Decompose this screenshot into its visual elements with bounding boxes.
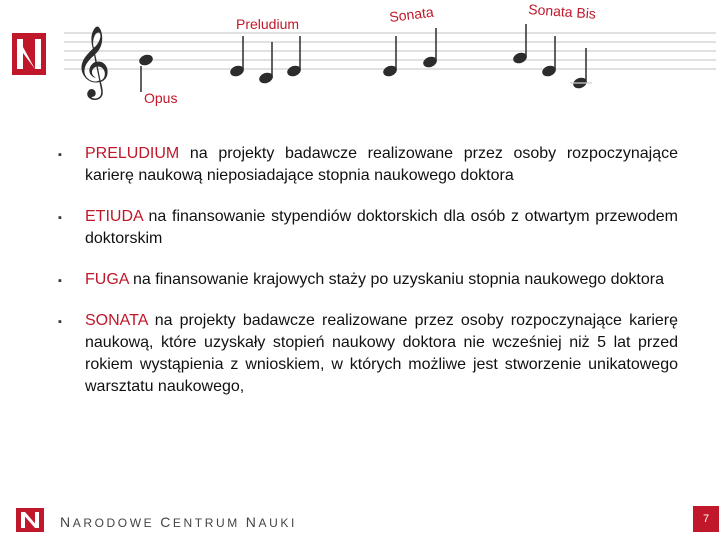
- sonata-notes: [382, 28, 439, 78]
- program-description: na projekty badawcze realizowane przez osoby rozpoczynające karierę naukową nieposiadające stopnia naukowego doktora: [85, 145, 678, 184]
- treble-clef-icon: 𝄞: [74, 24, 111, 97]
- sonata-bis-label: Sonata Bis: [527, 1, 597, 22]
- program-description: na projekty badawcze realizowane przez osoby rozpoczynające karierę naukową, które uzyskały stopień naukowy doktora nie wcześniej niż 5 lat przed rokiem wystąpienia z wnioskiem, w których możliwe jest stworzenie unikatowego warsztatu naukowego,: [85, 312, 678, 395]
- list-item: [58, 206, 678, 250]
- bullet-icon: ▪: [58, 275, 62, 287]
- program-description: na finansowanie stypendiów doktorskich dla osób z otwartym przewodem doktorskim: [85, 208, 678, 247]
- program-keyword: ETIUDA: [85, 208, 143, 225]
- list-item: [58, 269, 678, 291]
- page-number: 7: [693, 506, 719, 532]
- list-item: [58, 143, 678, 187]
- preludium-label: Preludium: [236, 16, 300, 32]
- bullet-icon: ▪: [58, 316, 62, 328]
- ncn-logo-icon: [12, 33, 46, 75]
- ncn-footer-logo-icon: [16, 508, 44, 532]
- music-staff: [60, 0, 720, 115]
- bullet-icon: ▪: [58, 149, 62, 161]
- program-keyword: PRELUDIUM: [85, 145, 180, 162]
- program-list: [58, 143, 678, 417]
- opus-note: [138, 53, 155, 92]
- bullet-icon: ▪: [58, 212, 62, 224]
- list-item: [58, 310, 678, 398]
- sonata-label: Sonata: [388, 3, 435, 25]
- program-keyword: FUGA: [85, 271, 129, 288]
- organization-name: NARODOWE CENTRUM NAUKI: [60, 514, 297, 530]
- program-keyword: SONATA: [85, 312, 148, 329]
- opus-label: Opus: [144, 90, 178, 106]
- program-description: na finansowanie krajowych staży po uzyskaniu stopnia naukowego doktora: [128, 271, 664, 288]
- sonata-bis-notes: [512, 24, 592, 90]
